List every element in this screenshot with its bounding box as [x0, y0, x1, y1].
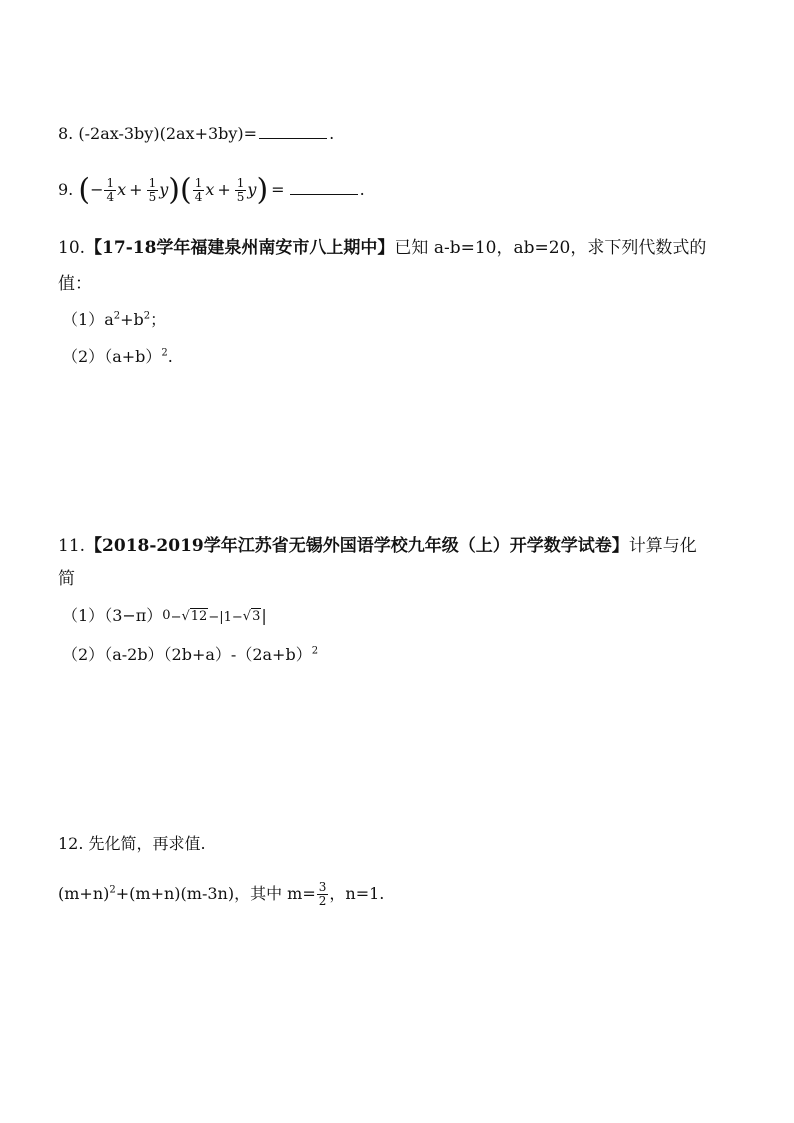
question-12-heading	[58, 833, 206, 855]
absolute-bar: |	[261, 606, 267, 625]
question-11-text: 计算与化	[628, 536, 697, 556]
punctuation: .	[167, 347, 173, 366]
question-10-part-2	[62, 346, 173, 368]
exponent: 2	[311, 645, 319, 657]
radicand: 3	[252, 608, 261, 624]
expression: +b	[120, 310, 144, 329]
fraction	[235, 177, 247, 204]
fraction-numerator: 1	[148, 176, 157, 190]
right-paren: )	[256, 172, 269, 208]
plus-sign: +	[217, 180, 231, 199]
question-11-text-continued: 简	[58, 569, 75, 589]
question-11-heading	[58, 535, 697, 557]
left-paren: (	[78, 172, 91, 208]
expression: （a-2b）（2b+a）-（2a+b）	[104, 645, 312, 664]
minus-sign: −	[170, 610, 182, 625]
equals-sign: =	[271, 180, 285, 199]
expression: （3−π）	[104, 606, 163, 625]
expression: （a+b）	[104, 347, 162, 366]
question-10-number: 10.	[58, 238, 86, 258]
answer-blank	[290, 180, 358, 195]
question-11-number: 11.	[58, 536, 86, 556]
question-10-part-1	[62, 309, 166, 331]
expression: +(m+n)(m-3n)，其中 m=	[115, 884, 316, 903]
part-label: （2）	[62, 347, 105, 366]
fraction-numerator: 1	[106, 176, 115, 190]
fraction-denominator: 4	[106, 190, 115, 204]
part-label: （1）	[62, 310, 105, 329]
plus-sign: +	[129, 180, 143, 199]
question-9	[58, 172, 365, 208]
expression: ，n=1.	[329, 884, 385, 903]
square-root: √3	[242, 608, 261, 624]
fraction-numerator: 1	[236, 176, 245, 190]
fraction	[317, 881, 329, 908]
fraction-numerator: 1	[194, 176, 203, 190]
part-label: （2）	[62, 645, 105, 664]
question-10-text-continued: 值：	[58, 274, 92, 294]
question-12-text: 先化简，再求值.	[88, 834, 206, 853]
fraction-denominator: 5	[148, 190, 157, 204]
question-10-source: 【17-18学年福建泉州南安市八上期中】	[85, 238, 395, 258]
variable-y: y	[247, 180, 257, 199]
exponent: 2	[109, 884, 116, 896]
expression: (m+n)	[58, 884, 110, 903]
question-10-heading	[58, 237, 706, 259]
fraction-denominator: 4	[194, 190, 203, 204]
part-label: （1）	[62, 606, 105, 625]
fraction	[104, 177, 116, 204]
variable-x: x	[205, 180, 215, 199]
expression: a	[104, 310, 114, 329]
question-12-expression	[58, 877, 384, 911]
left-paren: (	[179, 172, 192, 208]
answer-blank	[259, 124, 327, 139]
question-10-text: 已知 a-b=10，ab=20，求下列代数式的	[394, 238, 707, 258]
exponent: 0	[162, 608, 171, 623]
punctuation: ；	[150, 310, 167, 329]
variable-x: x	[117, 180, 127, 199]
minus-sign: −	[90, 180, 104, 199]
question-11-source: 【2018-2019学年江苏省无锡外国语学校九年级（上）开学数学试卷】	[85, 536, 629, 556]
right-paren: )	[168, 172, 180, 208]
exponent: 2	[161, 347, 168, 359]
question-8-end: .	[329, 124, 335, 143]
fraction-numerator: 3	[318, 880, 327, 894]
fraction-denominator: 2	[318, 894, 327, 908]
question-8-expression: (-2ax-3by)(2ax+3by)=	[78, 124, 258, 143]
question-12-number: 12.	[58, 834, 84, 853]
question-9-end: .	[359, 180, 365, 199]
fraction	[147, 177, 159, 204]
question-11-part-1	[62, 605, 267, 629]
fraction	[193, 177, 205, 204]
question-11-part-2	[62, 644, 318, 666]
square-root: √12	[181, 608, 208, 624]
variable-y: y	[159, 180, 169, 199]
question-8	[58, 123, 334, 145]
fraction-denominator: 5	[236, 190, 245, 204]
question-9-number: 9.	[58, 180, 74, 199]
radicand: 12	[190, 608, 208, 624]
expression: −|1−	[208, 610, 243, 625]
exponent: 2	[143, 310, 151, 322]
exponent: 2	[113, 310, 121, 322]
question-8-number: 8.	[58, 124, 74, 143]
